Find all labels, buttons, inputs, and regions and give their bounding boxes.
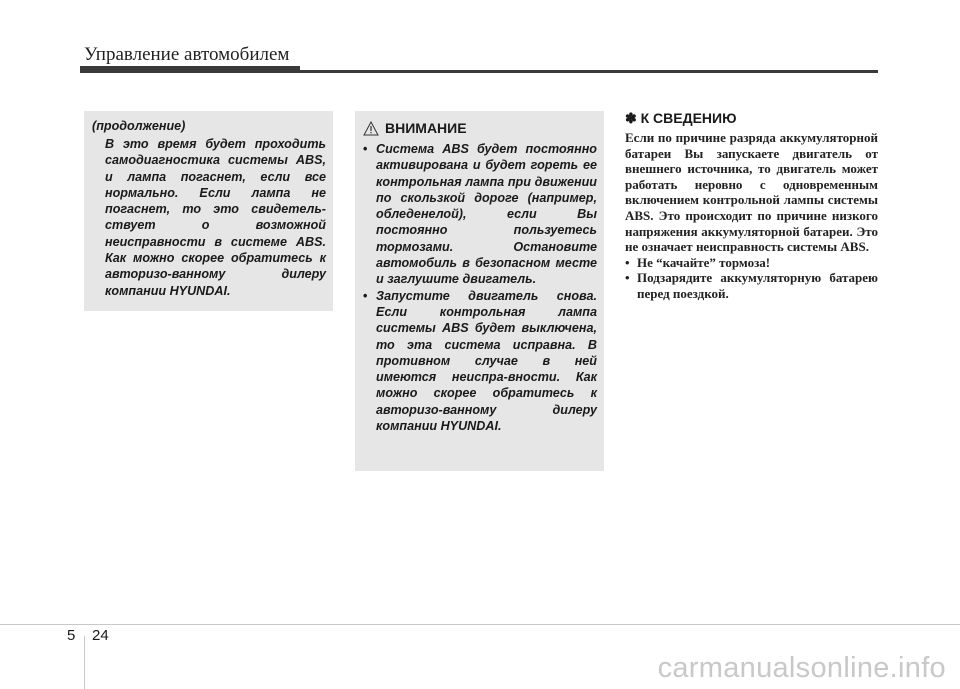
continued-text: В это время будет проходить самодиагностика системы ABS, и лампа погаснет, если все нормально. Если лампа не погаснет, то это свидетель-ствует о возможной неисправности в системе ABS. Как можно скорее обратитесь к авторизо-ванному дилеру компании HYUNDAI. [105,137,326,298]
warning-title: ВНИМАНИЕ [385,120,467,136]
chapter-number: 5 [67,627,76,644]
continued-label: (продолжение) [92,119,186,133]
info-note-title: ✽ К СВЕДЕНИЮ [625,110,737,126]
warning-list [363,141,597,434]
warning-item: • Система ABS будет постоянно активирована и будет гореть ее контрольная лампа при движении по скользкой дороге (например, обледенелой), если Вы постоянно пользуетесь тормозами. Остановите автомобиль в безопасном месте и заглушите двигатель. [363,142,597,287]
warning-item: • Запустите двигатель снова. Если контрольная лампа системы ABS будет выключена, то эта система исправна. В противном случае в ней имеются неиспра-вности. Как можно скорее обратитесь к авторизо-ванному дилеру компании HYUNDAI. [363,288,597,434]
info-note-item: • Подзарядите аккумуляторную батарею перед поездкой. [625,270,878,301]
info-note-item: • Не “качайте” тормоза! [625,254,771,270]
warning-header [363,120,467,136]
warning-triangle-icon [363,121,379,136]
footer-rule [0,624,960,625]
page-number-divider [84,636,85,689]
continued-box [84,111,333,311]
info-note [625,110,878,302]
warning-box [355,111,604,471]
header-rule [80,70,878,73]
watermark: carmanualsonline.info [657,652,946,684]
info-note-list [625,255,878,302]
page-number: 24 [92,627,109,644]
page-header-title: Управление автомобилем [84,44,290,65]
info-note-text: Если по причине разряда аккумуляторной батареи Вы запускаете двигатель от внешнего источника, то двигатель может работать неровно с одновременным включением контрольной лампы системы ABS. Это происходит по причине низкого напряжения аккумуляторной батареи. Это не означает неисправность системы ABS. [625,130,878,255]
